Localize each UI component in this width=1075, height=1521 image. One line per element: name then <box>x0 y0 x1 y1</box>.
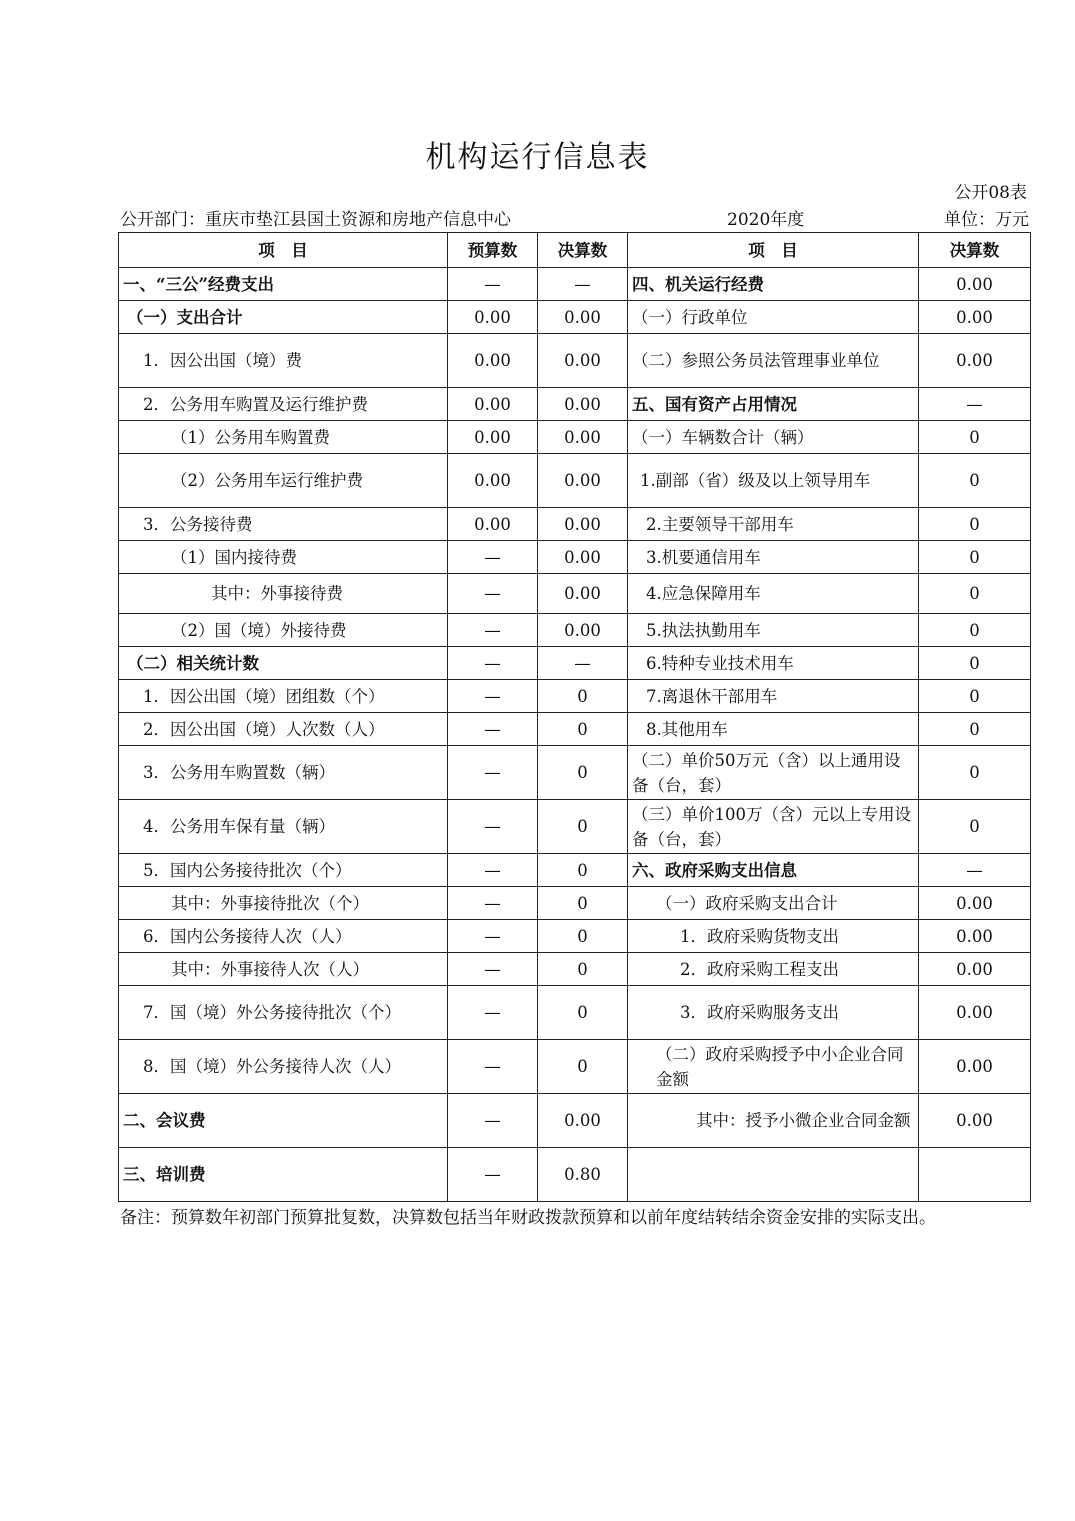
row-final-right: 0.00 <box>919 920 1031 953</box>
table-row <box>119 388 1031 421</box>
row-item-right: 六、政府采购支出信息 <box>628 854 919 887</box>
row-item-right: 四、机关运行经费 <box>628 268 919 301</box>
row-item-left: 2．公务用车购置及运行维护费 <box>119 388 448 421</box>
row-item-left: 其中：外事接待人次（人） <box>119 953 448 986</box>
row-item-left: 其中：外事接待费 <box>119 574 448 614</box>
row-item-right: 1．政府采购货物支出 <box>628 920 919 953</box>
row-item-left: 3．公务接待费 <box>119 508 448 541</box>
row-item-right: 5.执法执勤用车 <box>628 614 919 647</box>
row-item-right <box>628 1148 919 1202</box>
table-row <box>119 953 1031 986</box>
row-final-left: 0.00 <box>538 421 628 454</box>
row-final-right: 0.00 <box>919 301 1031 334</box>
table-row <box>119 746 1031 800</box>
row-final-right: 0 <box>919 508 1031 541</box>
table-row <box>119 920 1031 953</box>
header-final-left: 决算数 <box>538 233 628 268</box>
row-item-left: 三、培训费 <box>119 1148 448 1202</box>
row-final-left: 0.00 <box>538 574 628 614</box>
row-final-left: 0.00 <box>538 454 628 508</box>
row-item-left: （2）国（境）外接待费 <box>119 614 448 647</box>
row-budget: — <box>448 746 538 800</box>
row-final-left: 0 <box>538 713 628 746</box>
header-budget: 预算数 <box>448 233 538 268</box>
row-final-right: 0.00 <box>919 1040 1031 1094</box>
row-item-right: （二）单价50万元（含）以上通用设备（台，套） <box>628 746 919 800</box>
row-item-right: （一）行政单位 <box>628 301 919 334</box>
row-item-right: 6.特种专业技术用车 <box>628 647 919 680</box>
table-row <box>119 1148 1031 1202</box>
row-item-left: 2．因公出国（境）人次数（人） <box>119 713 448 746</box>
row-budget: — <box>448 647 538 680</box>
row-final-left: 0 <box>538 1040 628 1094</box>
row-item-right: （三）单价100万（含）元以上专用设备（台，套） <box>628 800 919 854</box>
row-final-left: 0.00 <box>538 541 628 574</box>
row-final-left: 0.00 <box>538 614 628 647</box>
header-item-left: 项 目 <box>119 233 448 268</box>
row-budget: — <box>448 854 538 887</box>
table-number: 公开08表 <box>954 183 1027 203</box>
row-final-left: 0.00 <box>538 1094 628 1148</box>
row-final-right: 0 <box>919 800 1031 854</box>
row-item-left: （1）公务用车购置费 <box>119 421 448 454</box>
row-final-right: 0 <box>919 454 1031 508</box>
row-final-right: 0 <box>919 746 1031 800</box>
row-final-right: 0.00 <box>919 1094 1031 1148</box>
table-row <box>119 301 1031 334</box>
row-budget: — <box>448 1040 538 1094</box>
row-budget: 0.00 <box>448 508 538 541</box>
row-item-left: 1．因公出国（境）团组数（个） <box>119 680 448 713</box>
table-row <box>119 713 1031 746</box>
row-final-left: 0.00 <box>538 334 628 388</box>
row-final-right: 0 <box>919 614 1031 647</box>
row-item-right: （二）政府采购授予中小企业合同金额 <box>628 1040 919 1094</box>
row-final-right: 0 <box>919 713 1031 746</box>
row-budget: — <box>448 887 538 920</box>
row-final-left: 0 <box>538 920 628 953</box>
table-row <box>119 680 1031 713</box>
row-item-left: 一、“三公”经费支出 <box>119 268 448 301</box>
page-title: 机构运行信息表 <box>425 140 650 175</box>
row-budget: — <box>448 1094 538 1148</box>
row-final-right: 0.00 <box>919 887 1031 920</box>
row-budget: — <box>448 680 538 713</box>
row-budget: 0.00 <box>448 334 538 388</box>
row-item-left: （一）支出合计 <box>119 301 448 334</box>
row-item-left: 其中：外事接待批次（个） <box>119 887 448 920</box>
row-final-right: 0.00 <box>919 986 1031 1040</box>
row-item-left: （1）国内接待费 <box>119 541 448 574</box>
row-final-left: — <box>538 268 628 301</box>
row-item-left: 1．因公出国（境）费 <box>119 334 448 388</box>
row-budget: — <box>448 713 538 746</box>
table-row <box>119 1040 1031 1094</box>
row-item-right: 五、国有资产占用情况 <box>628 388 919 421</box>
row-item-right: 3.机要通信用车 <box>628 541 919 574</box>
header-final-right: 决算数 <box>919 233 1031 268</box>
row-budget: — <box>448 268 538 301</box>
row-budget: — <box>448 953 538 986</box>
row-item-right: （二）参照公务员法管理事业单位 <box>628 334 919 388</box>
row-item-right: （一）车辆数合计（辆） <box>628 421 919 454</box>
row-final-left: 0 <box>538 854 628 887</box>
table-row <box>119 800 1031 854</box>
row-item-right: 8.其他用车 <box>628 713 919 746</box>
table-row <box>119 1094 1031 1148</box>
row-item-right: 1.副部（省）级及以上领导用车 <box>628 454 919 508</box>
row-final-right: 0 <box>919 421 1031 454</box>
row-final-left: 0 <box>538 986 628 1040</box>
row-item-left: （2）公务用车运行维护费 <box>119 454 448 508</box>
table-row <box>119 986 1031 1040</box>
row-final-right: 0 <box>919 574 1031 614</box>
row-budget: 0.00 <box>448 454 538 508</box>
table-row <box>119 854 1031 887</box>
department: 公开部门：重庆市垫江县国土资源和房地产信息中心 <box>120 210 511 230</box>
row-final-left: 0.00 <box>538 388 628 421</box>
row-budget: 0.00 <box>448 388 538 421</box>
row-final-right: 0.00 <box>919 953 1031 986</box>
row-final-right: — <box>919 388 1031 421</box>
table-row <box>119 887 1031 920</box>
row-budget: — <box>448 986 538 1040</box>
row-item-left: 8．国（境）外公务接待人次（人） <box>119 1040 448 1094</box>
row-budget: — <box>448 920 538 953</box>
row-final-left: 0.00 <box>538 508 628 541</box>
row-item-left: 3．公务用车购置数（辆） <box>119 746 448 800</box>
row-budget: — <box>448 614 538 647</box>
row-final-right: 0 <box>919 647 1031 680</box>
header-row <box>119 233 1031 268</box>
table-row <box>119 508 1031 541</box>
table-row <box>119 574 1031 614</box>
row-item-left: （二）相关统计数 <box>119 647 448 680</box>
row-final-right: 0 <box>919 680 1031 713</box>
row-final-right: — <box>919 854 1031 887</box>
table-row <box>119 614 1031 647</box>
row-budget: — <box>448 541 538 574</box>
table-row <box>119 268 1031 301</box>
row-item-right: 3．政府采购服务支出 <box>628 986 919 1040</box>
row-final-left: 0 <box>538 746 628 800</box>
table-row <box>119 334 1031 388</box>
row-final-left: — <box>538 647 628 680</box>
row-item-right: （一）政府采购支出合计 <box>628 887 919 920</box>
row-final-left: 0 <box>538 800 628 854</box>
row-final-left: 0 <box>538 953 628 986</box>
row-budget: 0.00 <box>448 421 538 454</box>
meta-line <box>120 205 1029 231</box>
row-item-left: 6．国内公务接待人次（人） <box>119 920 448 953</box>
row-item-left: 4．公务用车保有量（辆） <box>119 800 448 854</box>
row-item-right: 其中：授予小微企业合同金额 <box>628 1094 919 1148</box>
row-item-right: 7.离退休干部用车 <box>628 680 919 713</box>
row-item-left: 7．国（境）外公务接待批次（个） <box>119 986 448 1040</box>
table-row <box>119 647 1031 680</box>
info-table <box>118 232 1031 1202</box>
row-final-left: 0.00 <box>538 301 628 334</box>
row-budget: — <box>448 574 538 614</box>
row-item-left: 二、会议费 <box>119 1094 448 1148</box>
footnote: 备注：预算数年初部门预算批复数，决算数包括当年财政拨款预算和以前年度结转结余资金安排的实际支出。 <box>120 1208 936 1228</box>
row-final-left: 0 <box>538 680 628 713</box>
row-final-right: 0.00 <box>919 268 1031 301</box>
row-final-right: 0.00 <box>919 334 1031 388</box>
unit-label: 单位：万元 <box>944 210 1029 230</box>
fiscal-year: 2020年度 <box>727 210 805 230</box>
table-row <box>119 541 1031 574</box>
row-item-right: 2．政府采购工程支出 <box>628 953 919 986</box>
row-budget: 0.00 <box>448 301 538 334</box>
row-final-right: 0 <box>919 541 1031 574</box>
header-item-right: 项 目 <box>628 233 919 268</box>
row-final-right <box>919 1148 1031 1202</box>
row-item-right: 4.应急保障用车 <box>628 574 919 614</box>
table-row <box>119 454 1031 508</box>
row-budget: — <box>448 1148 538 1202</box>
row-item-left: 5．国内公务接待批次（个） <box>119 854 448 887</box>
row-item-right: 2.主要领导干部用车 <box>628 508 919 541</box>
row-final-left: 0.80 <box>538 1148 628 1202</box>
table-row <box>119 421 1031 454</box>
row-budget: — <box>448 800 538 854</box>
row-final-left: 0 <box>538 887 628 920</box>
